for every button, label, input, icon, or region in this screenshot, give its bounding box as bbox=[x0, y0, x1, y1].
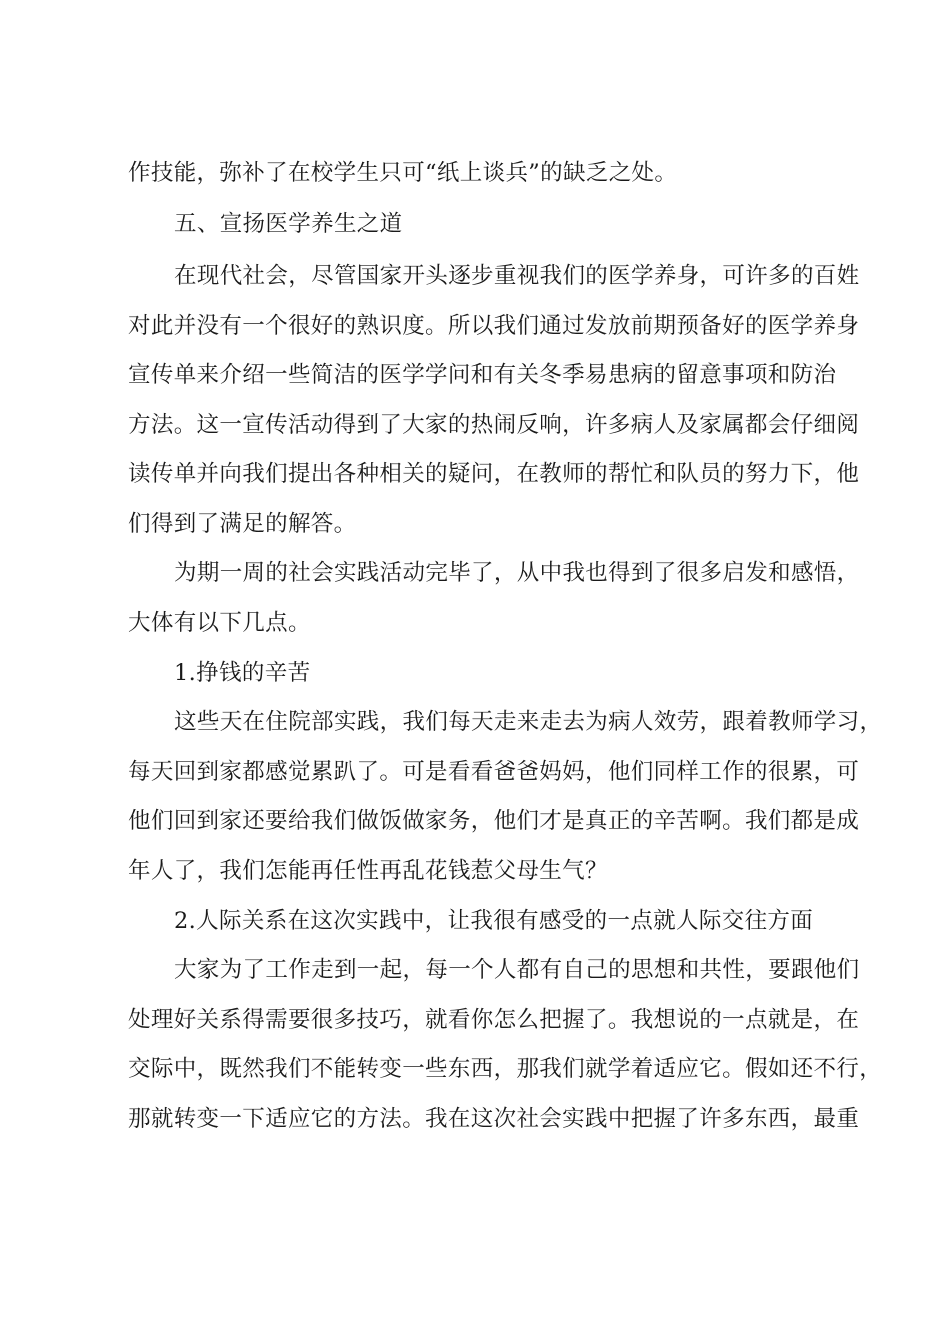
paragraph-line: 作技能，弥补了在校学生只可“纸上谈兵”的缺乏之处。 bbox=[128, 160, 678, 186]
paragraph-line: 方法。这一宣传活动得到了大家的热闹反响，许多病人及家属都会仔细阅 bbox=[128, 412, 860, 438]
paragraph-line: 大家为了工作走到一起，每一个人都有自己的思想和共性，要跟他们 bbox=[174, 957, 860, 983]
paragraph-line: 每天回到家都感觉累趴了。可是看看爸爸妈妈，他们同样工作的很累，可 bbox=[128, 759, 860, 785]
paragraph-line: 这些天在住院部实践，我们每天走来走去为病人效劳，跟着教师学习， bbox=[174, 709, 883, 735]
paragraph-line: 对此并没有一个很好的熟识度。所以我们通过发放前期预备好的医学养身 bbox=[128, 313, 860, 339]
paragraph-line: 他们回到家还要给我们做饭做家务，他们才是真正的辛苦啊。我们都是成 bbox=[128, 808, 860, 834]
paragraph-line: 处理好关系得需要很多技巧，就看你怎么把握了。我想说的一点就是，在 bbox=[128, 1007, 860, 1033]
paragraph-line: 大体有以下几点。 bbox=[128, 610, 311, 636]
paragraph-line: 们得到了满足的解答。 bbox=[128, 511, 357, 537]
paragraph-line: 年人了，我们怎能再任性再乱花钱惹父母生气？ bbox=[128, 858, 608, 884]
section-heading: 五、宣扬医学养生之道 bbox=[174, 211, 403, 237]
paragraph-line: 交际中，既然我们不能转变一些东西，那我们就学着适应它。假如还不行， bbox=[128, 1056, 883, 1082]
paragraph-line: 宣传单来介绍一些简洁的医学学问和有关冬季易患病的留意事项和防治 bbox=[128, 362, 837, 388]
paragraph-line: 在现代社会，尽管国家开头逐步重视我们的医学养身，可许多的百姓 bbox=[174, 263, 860, 289]
paragraph-line: 那就转变一下适应它的方法。我在这次社会实践中把握了许多东西，最重 bbox=[128, 1106, 860, 1132]
paragraph-line: 读传单并向我们提出各种相关的疑问，在教师的帮忙和队员的努力下，他 bbox=[128, 461, 860, 487]
list-item-heading: 2.人际关系在这次实践中，让我很有感受的一点就人际交往方面 bbox=[174, 908, 814, 934]
paragraph-line: 为期一周的社会实践活动完毕了，从中我也得到了很多启发和感悟， bbox=[174, 560, 860, 586]
list-item-heading: 1.挣钱的辛苦 bbox=[174, 660, 311, 686]
